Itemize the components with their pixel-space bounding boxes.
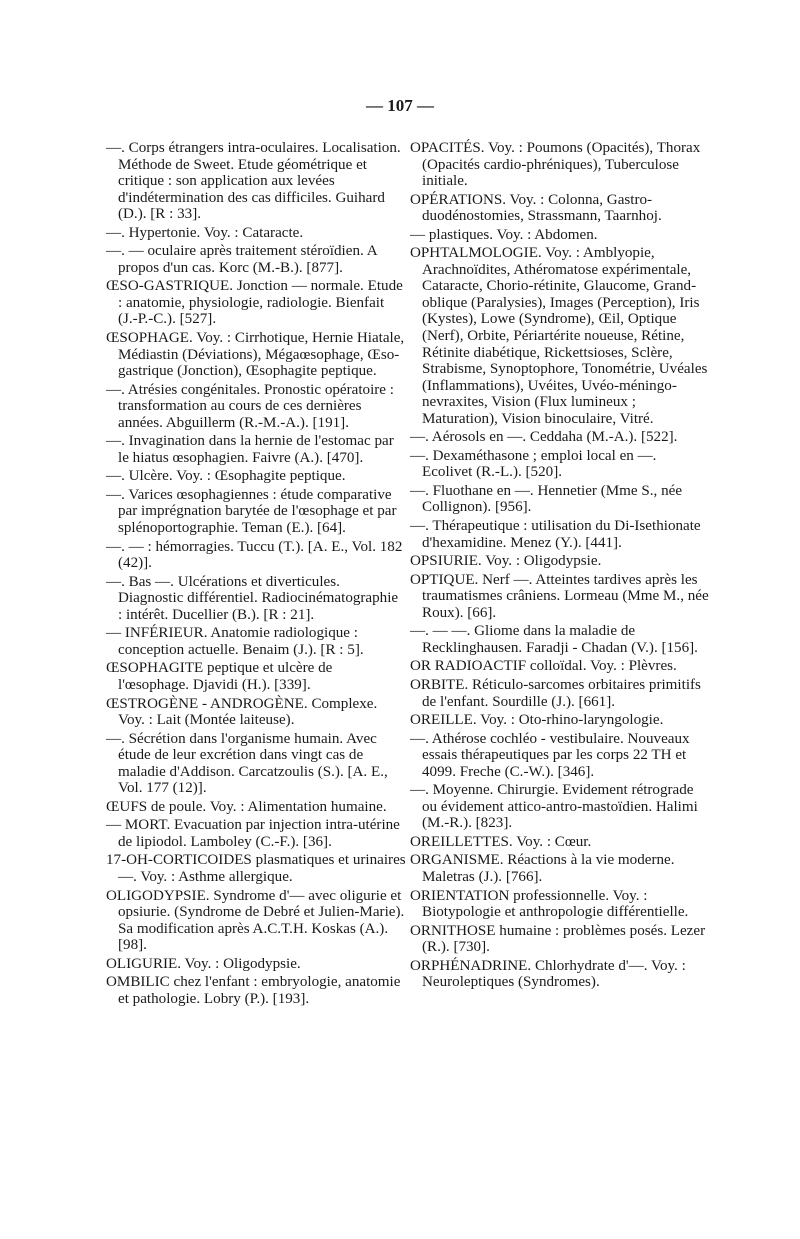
index-entry: —. — : hémorragies. Tuccu (T.). [A. E., Vol. 182 (42)]. <box>106 538 403 572</box>
index-entry: OPACITÉS. Voy. : Poumons (Opacités), Thorax (Opacités cardio-phréniques), Tuberculose initiale. <box>410 140 701 190</box>
left-column <box>106 140 406 1009</box>
index-entry: ŒSTROGÈNE - ANDROGÈNE. Complexe. Voy. : Lait (Montée laiteuse). <box>106 695 378 729</box>
index-entry: —. Fluothane en —. Hennetier (Mme S., née Collignon). [956]. <box>410 482 683 516</box>
index-entry: OPHTALMOLOGIE. Voy. : Amblyopie, Arachnoïdites, Athéromatose expérimentale, Cataracte, Chorio-rétinite, Glaucome, Grand-oblique (Paralysies), Images (Perception), Iris (Kystes), Lowe (Syndrome), Œil, Optique (Nerf), Orbite, Périartérite noueuse, Rétine, Rétinite diabétique, Rickettsioses, Sclère, Strabisme, Synoptophore, Tonométrie, Uvéales (Inflammations), Uvéites, Uvéo-méningo-nevraxites, Vision (Flux lumineux ; Maturation), Vision binoculaire, Vitré. <box>410 245 708 427</box>
index-entry: OREILLETTES. Voy. : Cœur. <box>410 833 592 850</box>
index-entry: 17-OH-CORTICOIDES plasmatiques et urinaires —. Voy. : Asthme allergique. <box>106 852 406 885</box>
index-entry: —. Atrésies congénitales. Pronostic opératoire : transformation au cours de ces dernières années. Abguillerm (R.-M.-A.). [191]. <box>106 381 394 431</box>
right-column <box>410 140 710 993</box>
index-entry: —. Bas —. Ulcérations et diverticules. Diagnostic différentiel. Radiocinématographie : intérêt. Ducellier (B.). [R : 21]. <box>106 573 399 623</box>
index-entry: ŒSOPHAGITE peptique et ulcère de l'œsophage. Djavidi (H.). [339]. <box>106 660 333 693</box>
index-entry: —. — —. Gliome dans la maladie de Recklinghausen. Faradji - Chadan (V.). [156]. <box>410 623 698 656</box>
index-entry: —. Invagination dans la hernie de l'estomac par le hiatus œsophagien. Faivre (A.). [470]. <box>106 433 394 466</box>
index-entry: ORBITE. Réticulo-sarcomes orbitaires primitifs de l'enfant. Sourdille (J.). [661]. <box>410 676 701 710</box>
index-entry: ORIENTATION professionnelle. Voy. : Biotypologie et anthropologie différentielle. <box>410 887 689 921</box>
index-entry: ŒSOPHAGE. Voy. : Cirrhotique, Hernie Hiatale, Médiastin (Déviations), Mégaœsophage, Œso-gastrique (Jonction), Œsophagite peptique. <box>106 330 405 380</box>
index-entry: —. Dexaméthasone ; emploi local en —. Ecolivet (R.-L.). [520]. <box>410 447 657 481</box>
index-entry: —. Thérapeutique : utilisation du Di-Isethionate d'hexamidine. Menez (Y.). [441]. <box>410 518 701 551</box>
index-entry: OPTIQUE. Nerf —. Atteintes tardives après les traumatismes crâniens. Lormeau (Mme M., née Roux). [66]. <box>410 571 709 621</box>
index-entry: — INFÉRIEUR. Anatomie radiologique : conception actuelle. Benaim (J.). [R : 5]. <box>106 625 364 658</box>
index-entry: ORGANISME. Réactions à la vie moderne. Maletras (J.). [766]. <box>410 852 675 885</box>
index-entry: OREILLE. Voy. : Oto-rhino-laryngologie. <box>410 712 664 729</box>
index-entry: —. Aérosols en —. Ceddaha (M.-A.). [522]. <box>410 429 678 446</box>
page-number: — 107 — <box>366 96 434 115</box>
index-entry: ORNITHOSE humaine : problèmes posés. Lezer (R.). [730]. <box>410 922 706 956</box>
index-entry: —. Moyenne. Chirurgie. Evidement rétrograde ou évidement attico-antro-mastoïdien. Halimi (M.-R.). [823]. <box>410 782 698 832</box>
index-entry: — MORT. Evacuation par injection intra-utérine de lipiodol. Lamboley (C.-F.). [36]. <box>106 817 400 850</box>
index-entry: OPSIURIE. Voy. : Oligodypsie. <box>410 553 602 570</box>
index-entry: ORPHÉNADRINE. Chlorhydrate d'—. Voy. : Neuroleptiques (Syndromes). <box>410 957 686 991</box>
index-entry: — plastiques. Voy. : Abdomen. <box>410 226 598 243</box>
index-entry: ŒUFS de poule. Voy. : Alimentation humaine. <box>106 798 387 815</box>
index-entry: OLIGURIE. Voy. : Oligodypsie. <box>106 955 301 972</box>
index-entry: —. Hypertonie. Voy. : Cataracte. <box>106 224 304 241</box>
index-entry: —. Sécrétion dans l'organisme humain. Avec étude de leur excrétion dans vingt cas de maladie d'Addison. Carcatzoulis (S.). [A. E., Vol. 177 (12)]. <box>106 730 388 797</box>
index-entry: OR RADIOACTIF colloïdal. Voy. : Plèvres. <box>410 658 677 675</box>
index-entry: —. Corps étrangers intra-oculaires. Localisation. Méthode de Sweet. Etude géométrique et critique : son application aux levées d'indétermination des cas difficiles. Guihard (D.). [R : 33]. <box>106 140 401 223</box>
index-entry: OMBILIC chez l'enfant : embryologie, anatomie et pathologie. Lobry (P.). [193]. <box>106 974 401 1007</box>
index-entry: —. — oculaire après traitement stéroïdien. A propos d'un cas. Korc (M.-B.). [877]. <box>106 243 377 276</box>
index-entry: ŒSO-GASTRIQUE. Jonction — normale. Etude : anatomie, physiologie, radiologie. Bienfait (J.-P.-C.). [527]. <box>106 278 403 328</box>
index-entry: —. Athérose cochléo - vestibulaire. Nouveaux essais thérapeutiques par les corps 22 TH et 4099. Freche (C.-W.). [346]. <box>410 730 690 780</box>
index-entry: OPÉRATIONS. Voy. : Colonna, Gastro-duodénostomies, Strassmann, Taarnhoj. <box>410 191 662 225</box>
index-entry: OLIGODYPSIE. Syndrome d'— avec oligurie et opsiurie. (Syndrome de Debré et Julien-Marie). Sa modification après A.C.T.H. Koskas (A.). [98]. <box>106 887 405 954</box>
index-entry: —. Varices œsophagiennes : étude comparative par imprégnation barytée de l'œsophage et par splénoportographie. Teman (E.). [64]. <box>106 486 397 537</box>
index-entry: —. Ulcère. Voy. : Œsophagite peptique. <box>106 468 346 485</box>
